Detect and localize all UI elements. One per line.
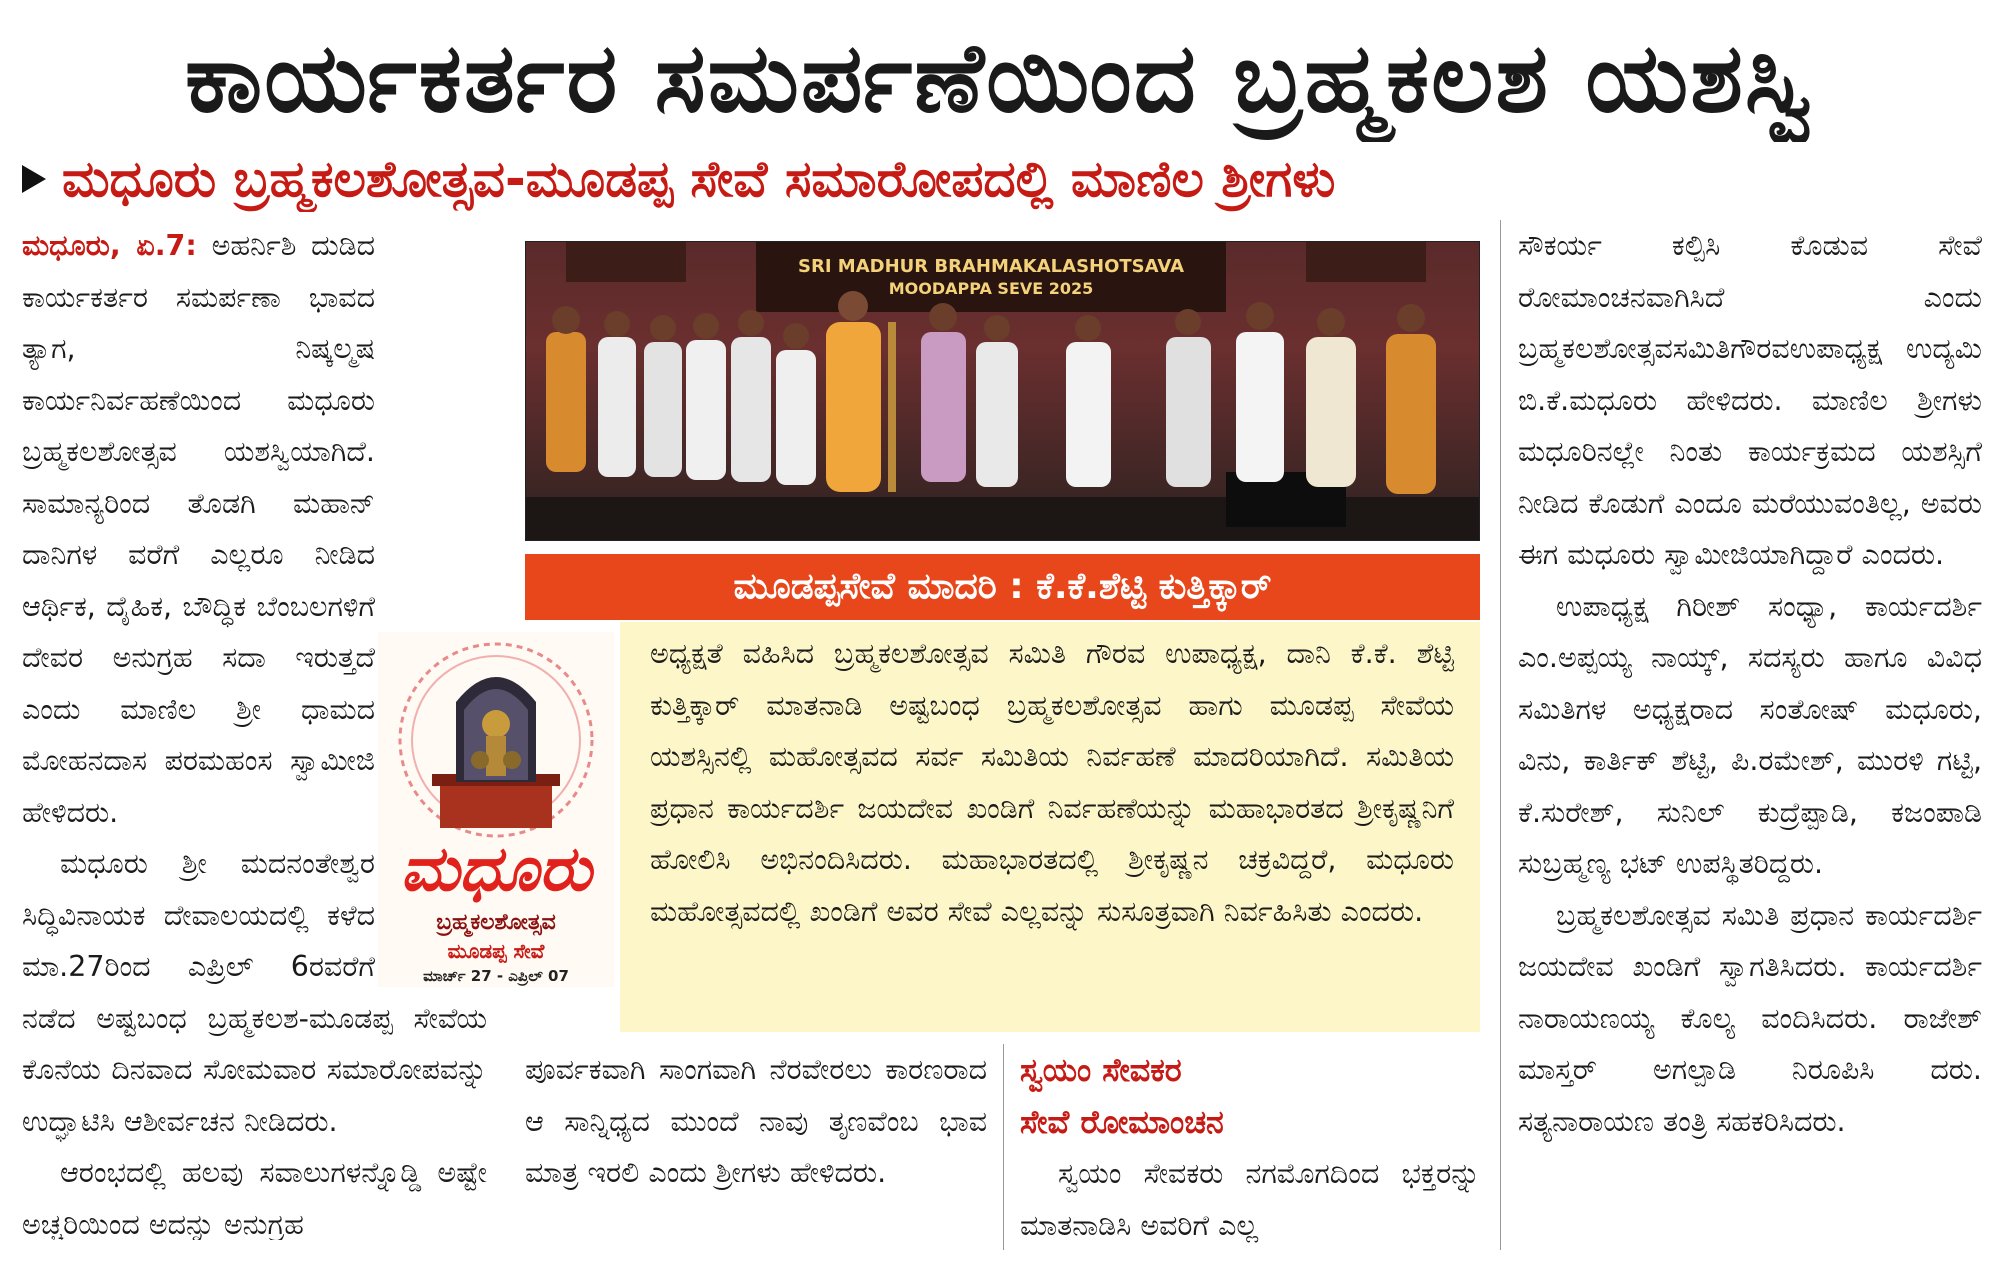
- article-text: ಅಹರ್ನಿಶಿ ದುಡಿದ ಕಾರ್ಯಕರ್ತರ ಸಮರ್ಪಣಾ ಭಾವದ ತ್ಯಾಗ, ನಿಷ್ಕಲ್ಮಷ ಕಾರ್ಯನಿರ್ವಹಣೆಯಿಂದ ಮಧೂರು ಬ್ರಹ್ಮಕಲಶೋತ್ಸವ ಯಶಸ್ವಿಯಾಗಿದೆ. ಸಾಮಾನ್ಯರಿಂದ ತೊಡಗಿ ಮಹಾನ್ ದಾನಿಗಳ ವರೆಗೆ ಎಲ್ಲರೂ ನೀಡಿದ ಆರ್ಥಿಕ, ದೈಹಿಕ, ಬೌದ್ಧಿಕ ಬೆಂಬಲಗಳಿಗೆ ದೇವರ ಅನುಗ್ರಹ ಸದಾ ಇರುತ್ತದೆ ಎಂದು ಮಾಣಿಲ ಶ್ರೀ ಧಾಮದ ಮೋಹನದಾಸ ಪರಮಹಂಸ ಸ್ವಾಮೀಜಿ ಹೇಳಿದರು.: [22, 229, 375, 829]
- article-paragraph: ಮಧೂರು ಶ್ರೀ ಮದನಂತೇಶ್ವರ ಸಿದ್ಧಿವಿನಾಯಕ ದೇವಾಲಯದಲ್ಲಿ ಕಳೆದ ಮಾ.27ರಿಂದ ಎಪ್ರಿಲ್ 6ರವರೆಗೆ ನಡೆದ ಅಷ್ಟಬಂಧ ಬ್ರಹ್ಮಕಲಶ-ಮೂಡಪ್ಪ ಸೇವೆಯ ಕೊನೆಯ ದಿನವಾದ ಸೋಮವಾರ ಸಮಾರೋಪವನ್ನು ಉದ್ಘಾಟಿಸಿ ಆಶೀರ್ವಚನ ನೀಡಿದರು.: [22, 847, 487, 1138]
- column-divider: [1500, 220, 1501, 1250]
- subheadline: [22, 146, 1982, 212]
- logo-name: ಮಧೂರು: [400, 832, 592, 905]
- subsection-heading: [1020, 1044, 1480, 1148]
- article-paragraph: ಸೌಕರ್ಯ ಕಲ್ಪಿಸಿ ಕೊಡುವ ಸೇವೆ ರೋಮಾಂಚನವಾಗಿಸಿದೆ ಎಂದು ಬ್ರಹ್ಮಕಲಶೋತ್ಸವಸಮಿತಿಗೌರವಉಪಾಧ್ಯಕ್ಷ ಉದ್ಯಮಿ ಬಿ.ಕೆ.ಮಧೂರು ಹೇಳಿದರು. ಮಾಣಿಲ ಶ್ರೀಗಳು ಮಧೂರಿನಲ್ಲೇ ನಿಂತು ಕಾರ್ಯಕ್ರಮದ ಯಶಸ್ಸಿಗೆ ನೀಡಿದ ಕೊಡುಗೆ ಎಂದೂ ಮರೆಯುವಂತಿಲ್ಲ, ಅವರು ಈಗ ಮಧೂರು ಸ್ವಾಮೀಜಿಯಾಗಿದ್ದಾರೆ ಎಂದರು.: [1518, 229, 1982, 571]
- article-paragraph: ಉಪಾಧ್ಯಕ್ಷ ಗಿರೀಶ್ ಸಂಧ್ಯಾ, ಕಾರ್ಯದರ್ಶಿ ಎಂ.ಅಪ್ಪಯ್ಯ ನಾಯ್ಕ್, ಸದಸ್ಯರು ಹಾಗೂ ವಿವಿಧ ಸಮಿತಿಗಳ ಅಧ್ಯಕ್ಷರಾದ ಸಂತೋಷ್ ಮಧೂರು, ವಿನು, ಕಾರ್ತಿಕ್ ಶೆಟ್ಟಿ, ಪಿ.ರಮೇಶ್, ಮುರಳಿ ಗಟ್ಟಿ, ಕೆ.ಸುರೇಶ್, ಸುನಿಲ್ ಕುದ್ರೆಪ್ಪಾಡಿ, ಕಜಂಪಾಡಿ ಸುಬ್ರಹ್ಮಣ್ಯ ಭಟ್ ಉಪಸ್ಥಿತರಿದ್ದರು.: [1518, 589, 1982, 880]
- subheadline-text: ಮಧೂರು ಬ್ರಹ್ಮಕಲಶೋತ್ಸವ-ಮೂಡಪ್ಪ ಸೇವೆ ಸಮಾರೋಪದಲ್ಲಿ ಮಾಣಿಲ ಶ್ರೀಗಳು: [62, 150, 1336, 208]
- article-paragraph: ಸ್ವಯಂ ಸೇವಕರು ನಗಮೊಗದಿಂದ ಭಕ್ತರನ್ನು ಮಾತನಾಡಿಸಿ ಅವರಿಗೆ ಎಲ್ಲ: [1020, 1157, 1480, 1242]
- article-column-3: [1020, 1148, 1480, 1248]
- subsection-heading-line-1: ಸ್ವಯಂ ಸೇವಕರ: [1020, 1051, 1182, 1089]
- article-paragraph: ಪೂರ್ವಕವಾಗಿ ಸಾಂಗವಾಗಿ ನೆರವೇರಲು ಕಾರಣರಾದ ಆ ಸಾನ್ನಿಧ್ಯದ ಮುಂದೆ ನಾವು ತೃಣವೆಂಬ ಭಾವ ಮಾತ್ರ ಇರಲಿ ಎಂದು ಶ್ರೀಗಳು ಹೇಳಿದರು.: [525, 1053, 987, 1189]
- event-photo-illustration: [526, 242, 1480, 541]
- sidebar-box-title: ಮೂಡಪ್ಪಸೇವೆ ಮಾದರಿ : ಕೆ.ಕೆ.ಶೆಟ್ಟಿ ಕುತ್ತಿಕ್ಕಾರ್: [525, 554, 1480, 620]
- article-column-4: [1518, 220, 1982, 1250]
- sidebar-box-body: [620, 622, 1480, 1032]
- logo-dates: ಮಾರ್ಚ್ 27 - ಎಪ್ರಿಲ್ 07: [423, 967, 569, 985]
- article-column-2: [525, 1044, 987, 1244]
- banner-line-1: SRI MADHUR BRAHMAKALASHOTSAVA: [798, 256, 1184, 277]
- banner-line-2: MOODAPPA SEVE 2025: [888, 279, 1094, 298]
- temple-deity-illustration: [378, 632, 614, 842]
- dateline: ಮಧೂರು, ಏ.7:: [22, 229, 197, 262]
- festival-logo: [378, 632, 614, 987]
- sidebar-box-text: ಅಧ್ಯಕ್ಷತೆ ವಹಿಸಿದ ಬ್ರಹ್ಮಕಲಶೋತ್ಸವ ಸಮಿತಿ ಗೌರವ ಉಪಾಧ್ಯಕ್ಷ, ದಾನಿ ಕೆ.ಕೆ. ಶೆಟ್ಟಿ ಕುತ್ತಿಕ್ಕಾರ್ ಮಾತನಾಡಿ ಅಷ್ಟಬಂಧ ಬ್ರಹ್ಮಕಲಶೋತ್ಸವ ಹಾಗು ಮೂಡಪ್ಪ ಸೇವೆಯ ಯಶಸ್ಸಿನಲ್ಲಿ ಮಹೋತ್ಸವದ ಸರ್ವ ಸಮಿತಿಯ ನಿರ್ವಹಣೆ ಮಾದರಿಯಾಗಿದೆ. ಸಮಿತಿಯ ಪ್ರಧಾನ ಕಾರ್ಯದರ್ಶಿ ಜಯದೇವ ಖಂಡಿಗೆ ನಿರ್ವಹಣೆಯನ್ನು ಮಹಾಭಾರತದ ಶ್ರೀಕೃಷ್ಣನಿಗೆ ಹೋಲಿಸಿ ಅಭಿನಂದಿಸಿದರು. ಮಹಾಭಾರತದಲ್ಲಿ ಶ್ರೀಕೃಷ್ಣನ ಚಕ್ರವಿದ್ದರೆ, ಮಧೂರು ಮಹೋತ್ಸವದಲ್ಲಿ ಖಂಡಿಗೆ ಅವರ ಸೇವೆ ಎಲ್ಲವನ್ನು ಸುಸೂತ್ರವಾಗಿ ನಿರ್ವಹಿಸಿತು ಎಂದರು.: [650, 637, 1454, 928]
- column-divider: [1003, 1044, 1004, 1250]
- logo-line-1: ಬ್ರಹ್ಮಕಲಶೋತ್ಸವ: [436, 910, 556, 935]
- event-photo: [525, 241, 1480, 541]
- subsection-heading-line-2: ಸೇವೆ ರೋಮಾಂಚನ: [1020, 1103, 1224, 1141]
- article-paragraph: ಬ್ರಹ್ಮಕಲಶೋತ್ಸವ ಸಮಿತಿ ಪ್ರಧಾನ ಕಾರ್ಯದರ್ಶಿ ಜಯದೇವ ಖಂಡಿಗೆ ಸ್ವಾಗತಿಸಿದರು. ಕಾರ್ಯದರ್ಶಿ ನಾರಾಯಣಯ್ಯ ಕೊಲ್ಯ ವಂದಿಸಿದರು. ರಾಜೇಶ್ ಮಾಸ್ತರ್ ಅಗಲ್ಪಾಡಿ ನಿರೂಪಿಸಿ ದರು. ಸತ್ಯನಾರಾಯಣ ತಂತ್ರಿ ಸಹಕರಿಸಿದರು.: [1518, 898, 1982, 1138]
- article-paragraph: ಆರಂಭದಲ್ಲಿ ಹಲವು ಸವಾಲುಗಳನ್ನೊಡ್ಡಿ ಅಷ್ಟೇ ಅಚ್ಚರಿಯಿಂದ ಅದನ್ನು ಅನುಗ್ರಹ: [22, 1156, 487, 1240]
- play-arrow-icon: [22, 165, 46, 193]
- headline: ಕಾರ್ಯಕರ್ತರ ಸಮರ್ಪಣೆಯಿಂದ ಬ್ರಹ್ಮಕಲಶ ಯಶಸ್ವಿ: [185, 22, 1815, 134]
- logo-line-2: ಮೂಡಪ್ಪ ಸೇವೆ: [447, 939, 545, 963]
